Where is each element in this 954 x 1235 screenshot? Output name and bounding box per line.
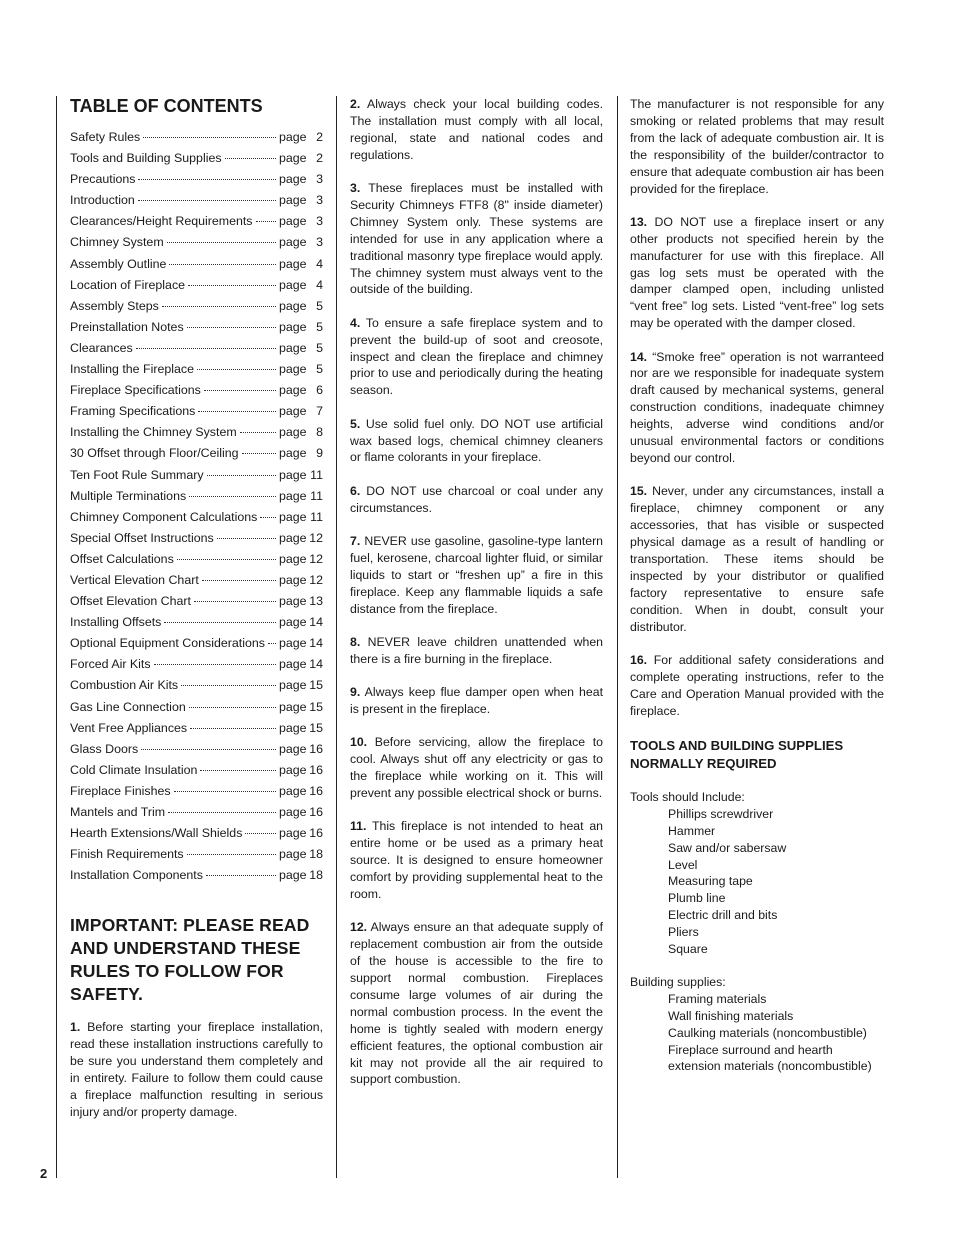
toc-leader-dots [154, 664, 276, 665]
toc-page-word: page [279, 214, 307, 229]
safety-rule-text: For additional safety considerations and complete operating instructions, refer to the Care and Operation Manual provided with the fireplace. [630, 652, 884, 718]
toc-leader-dots [138, 200, 276, 201]
toc-entry [70, 193, 323, 214]
safety-rule-number: 9. [350, 685, 361, 700]
toc-page-word: page [279, 277, 307, 292]
safety-rule-text: The manufacturer is not responsible for any smoking or related problems that may result from the lack of adequate combustion air. It is the responsibility of the builder/contractor to ensure that adequate combustion air has been provided for the fireplace. [630, 97, 884, 196]
column-2 [350, 96, 603, 1105]
toc-entry-title: Fireplace Finishes [70, 783, 171, 798]
toc-leader-dots [225, 158, 276, 159]
toc-entry [70, 446, 323, 467]
toc-leader-dots [143, 137, 276, 138]
toc-page-word: page [279, 151, 307, 166]
toc-entry-page: 11 [310, 488, 323, 503]
toc-leader-dots [162, 306, 276, 307]
toc-entry-title: Gas Line Connection [70, 699, 186, 714]
toc-entry-page: 11 [310, 467, 323, 482]
toc-entry-title: Offset Elevation Chart [70, 594, 191, 609]
toc-leader-dots [169, 264, 276, 265]
safety-rule-text: Never, under any circumstances, install a fireplace, chimney component or any accessories, that has visible or suspected physical damage as a result of handling or transportation. These items should be inspected by your distributor or qualified factory representative to ensure safe condition. When in doubt, consult your distributor. [630, 484, 884, 634]
toc-entry-title: Multiple Terminations [70, 488, 187, 503]
toc-page-word: page [279, 741, 307, 756]
rules-column-2 [350, 96, 603, 1088]
toc-leader-dots [217, 538, 276, 539]
safety-rule-number: 6. [350, 483, 361, 498]
safety-rule [350, 96, 603, 164]
tool-item: Hammer [668, 824, 716, 839]
toc-entry-title: Ten Foot Rule Summary [70, 467, 204, 482]
safety-rule-number: 13. [630, 214, 648, 229]
toc-page-word: page [279, 340, 307, 355]
toc-entry-title: Combustion Air Kits [70, 678, 179, 693]
toc-entry-page: 15 [309, 678, 323, 693]
toc-page-word: page [279, 425, 307, 440]
toc-entry-page: 3 [316, 235, 323, 250]
toc-title: TABLE OF CONTENTS [70, 96, 263, 116]
toc-entry-title: Installing the Chimney System [70, 425, 237, 440]
toc-entry [70, 847, 323, 868]
safety-rule [350, 180, 603, 298]
toc-page-word: page [279, 805, 307, 819]
safety-rule-text: Use solid fuel only. DO NOT use artificial wax based logs, chemical chimney cleaners or flame colorants in your fireplace. [350, 416, 603, 465]
toc-page-word: page [279, 193, 307, 208]
tool-item: Measuring tape [668, 874, 753, 889]
toc-entry-page: 16 [309, 783, 323, 798]
supplies-label: Building supplies: [630, 975, 726, 990]
safety-rule-number: 14. [630, 349, 648, 364]
toc-leader-dots [194, 601, 276, 602]
toc-leader-dots [202, 580, 276, 581]
toc-page-word: page [279, 362, 307, 377]
toc-leader-dots [206, 875, 276, 876]
toc-entry [70, 636, 323, 657]
rules-column-3 [630, 96, 884, 719]
tool-item: Level [668, 857, 698, 872]
toc-leader-dots [260, 517, 276, 518]
toc-entry-page: 16 [309, 741, 323, 756]
toc-entry [70, 151, 323, 172]
toc-entry-page: 5 [316, 319, 323, 334]
toc-page-word: page [279, 762, 307, 777]
safety-rule-text: This fireplace is not intended to heat an entire home or be used as a primary heat source. It is designed to ensure homeowner comfort by providing supplemental heat to the room. [350, 819, 603, 901]
tool-item: Square [668, 941, 708, 956]
toc-leader-dots [181, 685, 276, 686]
safety-rule-number: 4. [350, 315, 361, 330]
toc-entry-title: 30 Offset through Floor/Ceiling [70, 446, 239, 461]
tool-item: Phillips screwdriver [668, 807, 774, 822]
tools-list [630, 806, 884, 957]
toc-entry-page: 14 [309, 615, 323, 630]
toc-entry-page: 12 [309, 572, 323, 587]
safety-rule [350, 684, 603, 718]
toc-entry-title: Installing the Fireplace [70, 362, 194, 377]
toc-leader-dots [141, 749, 276, 750]
toc-entry-title: Cold Climate Insulation [70, 762, 198, 777]
toc-entry [70, 172, 323, 193]
toc-entry-title: Preinstallation Notes [70, 319, 184, 334]
toc-entry-page: 2 [316, 151, 323, 166]
toc-entry [70, 742, 323, 763]
toc-entry-page: 14 [309, 657, 323, 672]
toc-entry-title: Special Offset Instructions [70, 530, 214, 545]
safety-rule-number: 2. [350, 97, 361, 111]
important-heading: IMPORTANT: PLEASE READ AND UNDERSTAND THESE RULES TO FOLLOW FOR SAFETY. [70, 915, 310, 1005]
toc-leader-dots [188, 285, 276, 286]
tool-item: Electric drill and bits [668, 908, 778, 923]
toc-entry-title: Optional Equipment Considerations [70, 636, 265, 651]
toc-page-word: page [279, 657, 307, 672]
safety-rule-number: 12. [350, 920, 368, 935]
toc-entry [70, 784, 323, 805]
safety-rule [630, 349, 884, 467]
toc-entry-page: 3 [316, 214, 323, 229]
toc-leader-dots [245, 833, 276, 834]
safety-rule-text: Before starting your fireplace installation, read these installation instructions carefully to be sure you understand them completely and in entirety. Failure to follow them could cause a fireplace malfunction resulting in serious injury and/or property damage. [70, 1020, 323, 1119]
safety-rule [350, 634, 603, 668]
toc-leader-dots [164, 622, 276, 623]
toc-entry [70, 425, 323, 446]
toc-leader-dots [256, 221, 276, 222]
safety-rule-number: 8. [350, 634, 361, 649]
tools-heading-line1: TOOLS AND BUILDING SUPPLIES [630, 738, 844, 754]
toc-page-word: page [279, 572, 307, 587]
toc-entry-page: 2 [316, 130, 323, 144]
toc-page-word: page [279, 826, 307, 841]
toc-entry [70, 383, 323, 404]
safety-rule-number: 5. [350, 416, 361, 431]
safety-rule-text: Always keep flue damper open when heat is present in the fireplace. [350, 685, 603, 717]
toc-entry [70, 320, 323, 341]
safety-rule-text: DO NOT use charcoal or coal under any circumstances. [350, 483, 603, 515]
toc-leader-dots [190, 728, 276, 729]
toc-entry [70, 130, 323, 151]
toc-entry-page: 16 [309, 805, 323, 819]
toc-page-word: page [279, 404, 307, 419]
toc-entry-title: Hearth Extensions/Wall Shields [70, 826, 243, 841]
tool-item: Saw and/or sabersaw [668, 840, 787, 855]
safety-rule-text: To ensure a safe fireplace system and to prevent the build-up of soot and creosote, inspect and clean the fireplace and chimney prior to use and periodically during the heating season. [350, 315, 603, 398]
safety-rule [630, 652, 884, 720]
toc-entry-page: 8 [316, 425, 323, 440]
toc-page-word: page [279, 319, 307, 334]
supply-item: Framing materials [668, 992, 767, 1007]
toc-entry [70, 362, 323, 383]
safety-rule-text: NEVER use gasoline, gasoline-type lantern fuel, kerosene, charcoal lighter fluid, or similar liquids to start or “freshen up” a fire in this fireplace. Keep any flammable liquids a safe distance from the fireplace. [350, 533, 604, 616]
toc-page-word: page [279, 868, 307, 883]
toc-leader-dots [242, 453, 276, 454]
toc-page-word: page [279, 172, 307, 187]
toc-entry [70, 341, 323, 362]
toc-page-word: page [279, 551, 307, 566]
toc-leader-dots [189, 496, 276, 497]
toc-entry [70, 552, 323, 573]
toc-entry [70, 700, 323, 721]
toc-entry-title: Forced Air Kits [70, 657, 151, 672]
toc-leader-dots [198, 411, 276, 412]
toc-entry-title: Clearances [70, 340, 133, 355]
toc-entry-page: 7 [316, 404, 323, 419]
column-3 [630, 96, 884, 1075]
toc-page-word: page [279, 130, 307, 144]
toc-entry-page: 9 [316, 446, 323, 461]
tools-heading-line2: NORMALLY REQUIRED [630, 756, 777, 772]
toc-entry-title: Clearances/Height Requirements [70, 214, 253, 229]
toc-entry [70, 826, 323, 847]
toc-leader-dots [174, 791, 276, 792]
toc-leader-dots [187, 854, 276, 855]
supplies-list [630, 991, 884, 1075]
safety-rule-number: 16. [630, 652, 648, 667]
toc-entry-title: Installation Components [70, 868, 203, 883]
toc-leader-dots [138, 179, 276, 180]
toc-leader-dots [197, 369, 276, 370]
toc-entry-title: Offset Calculations [70, 551, 174, 566]
supply-item: Wall finishing materials [668, 1009, 794, 1024]
safety-rule [350, 734, 603, 802]
tools-heading [630, 737, 884, 773]
tool-item: Pliers [668, 924, 699, 939]
toc-page-word: page [279, 509, 307, 524]
toc-entry-page: 12 [309, 551, 323, 566]
toc-entry-page: 11 [310, 509, 323, 524]
toc-entry-title: Chimney Component Calculations [70, 509, 258, 524]
toc-entry [70, 235, 323, 256]
toc-page-word: page [279, 298, 307, 313]
toc-entry-page: 6 [316, 383, 323, 398]
toc-entry [70, 615, 323, 636]
toc-entry [70, 489, 323, 510]
toc-entry [70, 573, 323, 594]
rules-column-1 [70, 1019, 323, 1120]
toc-entry-title: Introduction [70, 193, 135, 208]
column-rule-middle [336, 96, 337, 1178]
toc-page-word: page [279, 446, 307, 461]
safety-rule [350, 483, 603, 517]
supply-item: Caulking materials (noncombustible) [668, 1025, 867, 1040]
toc-entry [70, 721, 323, 742]
safety-rule [70, 1019, 323, 1120]
toc-entry-page: 14 [309, 636, 323, 651]
toc-entry-page: 3 [316, 172, 323, 187]
toc-page-word: page [279, 256, 307, 271]
safety-rule-text: NEVER leave children unattended when there is a fire burning in the fireplace. [350, 634, 604, 666]
safety-rule [350, 533, 603, 618]
toc-leader-dots [268, 643, 276, 644]
toc-entry [70, 468, 323, 489]
toc-page-word: page [279, 783, 307, 798]
toc-entry-title: Finish Requirements [70, 847, 184, 862]
column-1 [70, 96, 323, 1137]
toc-entry-title: Precautions [70, 172, 136, 187]
toc-entry-title: Vertical Elevation Chart [70, 572, 199, 587]
toc-entry [70, 510, 323, 531]
toc-entry [70, 278, 323, 299]
toc-entry-title: Tools and Building Supplies [70, 151, 222, 166]
toc-entry-page: 18 [309, 868, 323, 883]
toc-entry [70, 214, 323, 235]
toc-leader-dots [187, 327, 276, 328]
toc-entry [70, 763, 323, 784]
toc-entry-page: 15 [309, 699, 323, 714]
toc-entry-title: Safety Rules [70, 130, 141, 144]
toc-entry-page: 5 [316, 362, 323, 377]
toc-entry [70, 257, 323, 278]
safety-rule-number: 15. [630, 484, 648, 499]
toc-page-word: page [279, 467, 307, 482]
toc-leader-dots [240, 432, 276, 433]
toc-page-word: page [279, 678, 307, 693]
toc-page-word: page [279, 636, 307, 651]
toc-leader-dots [177, 559, 276, 560]
toc-entry-page: 18 [309, 847, 323, 862]
toc-entry-page: 15 [309, 720, 323, 735]
page-number: 2 [40, 1166, 48, 1181]
safety-rule [350, 315, 603, 400]
supply-item: extension materials (noncombustible) [668, 1059, 872, 1074]
toc-leader-dots [200, 770, 276, 771]
toc-page-word: page [279, 847, 307, 862]
safety-rule-number: 11. [350, 819, 367, 834]
toc-entry-page: 3 [316, 193, 323, 208]
toc-entry [70, 404, 323, 425]
toc-entry [70, 805, 323, 826]
toc-page-word: page [279, 720, 307, 735]
supply-item: Fireplace surround and hearth [668, 1042, 833, 1057]
toc-leader-dots [204, 390, 276, 391]
toc-entry-title: Location of Fireplace [70, 277, 186, 292]
safety-rule-text: These fireplaces must be installed with Security Chimneys FTF8 (8" inside diameter) Chimney System only. These systems are intended for use in any application where a traditional masonry type fireplace would apply. The chimney system must always vent to the outside of the building. [350, 181, 603, 297]
toc-leader-dots [189, 707, 276, 708]
toc-page-word: page [279, 594, 307, 609]
toc-entry-title: Chimney System [70, 235, 164, 250]
safety-rule-text: “Smoke free” operation is not warranteed nor are we responsible for inadequate system draft caused by mechanical systems, general construction conditions, inadequate chimney heights, adverse wind conditions and/or unusual environmental factors or conditions beyond our control. [630, 349, 884, 465]
toc-entry-page: 5 [316, 298, 323, 313]
safety-rule-number: 3. [350, 181, 361, 196]
toc-leader-dots [167, 242, 276, 243]
toc-entry-page: 12 [309, 530, 323, 545]
safety-rule [350, 919, 603, 1088]
toc-page-word: page [279, 699, 307, 714]
safety-rule-text: DO NOT use a fireplace insert or any other products not specified herein by the manufacturer for use with this fireplace. All gas log sets must be operated with the damper clamped open, including unlisted “vent free” log sets. Listed “vent-free” log sets may be operated with the damper closed. [630, 214, 884, 331]
toc-entry [70, 531, 323, 552]
toc-entry-title: Framing Specifications [70, 404, 196, 419]
toc-entry-page: 4 [316, 256, 323, 271]
safety-rule-text: Always ensure an that adequate supply of replacement combustion air from the outside of the house is accessible to the fire to support normal combustion. Fireplaces consume large volumes of air during the normal combustion process. In the event the home is tightly sealed with modern energy efficient features, the optional combustion air kit may not provide all the air required to support combustion. [350, 920, 603, 1087]
safety-rule [350, 818, 603, 903]
safety-rule [630, 214, 884, 332]
toc-entry-page: 5 [316, 340, 323, 355]
toc-page-word: page [279, 488, 307, 503]
toc-entry-title: Fireplace Specifications [70, 383, 201, 398]
toc-entry-page: 13 [309, 594, 323, 609]
toc-page-word: page [279, 383, 307, 398]
toc-entry-title: Glass Doors [70, 741, 139, 756]
tool-item: Plumb line [668, 891, 726, 906]
column-rule-right [617, 96, 618, 1178]
toc-leader-dots [168, 812, 276, 813]
toc-page-word: page [279, 235, 307, 250]
toc-entry [70, 868, 323, 889]
safety-rule [630, 483, 884, 635]
toc-entry-page: 16 [309, 762, 323, 777]
toc-leader-dots [207, 475, 276, 476]
toc-entry [70, 678, 323, 699]
safety-rule-text: Always check your local building codes. The installation must comply with all local, regional, state and national codes and regulations. [350, 97, 603, 162]
toc-entry-title: Mantels and Trim [70, 805, 166, 819]
column-rule-left [56, 96, 57, 1178]
toc-entry-title: Assembly Outline [70, 256, 167, 271]
safety-rule [630, 96, 884, 197]
toc-entry-page: 4 [316, 277, 323, 292]
toc-entry [70, 594, 323, 615]
toc-entry [70, 299, 323, 320]
toc-entry-title: Vent Free Appliances [70, 720, 188, 735]
toc-entry-title: Assembly Steps [70, 298, 159, 313]
tools-label: Tools should Include: [630, 790, 745, 805]
safety-rule-number: 1. [70, 1020, 81, 1035]
toc-page-word: page [279, 530, 307, 545]
toc-entry [70, 657, 323, 678]
toc-list [70, 130, 323, 889]
safety-rule-number: 7. [350, 533, 361, 548]
safety-rule-number: 10. [350, 735, 368, 750]
toc-entry-page: 16 [309, 826, 323, 841]
safety-rule [350, 416, 603, 467]
safety-rule-text: Before servicing, allow the fireplace to cool. Always shut off any electricity or gas to the fireplace while working on it. This will prevent any possible electrical shock or burns. [350, 735, 604, 801]
toc-leader-dots [136, 348, 276, 349]
toc-page-word: page [279, 615, 307, 630]
toc-entry-title: Installing Offsets [70, 615, 162, 630]
